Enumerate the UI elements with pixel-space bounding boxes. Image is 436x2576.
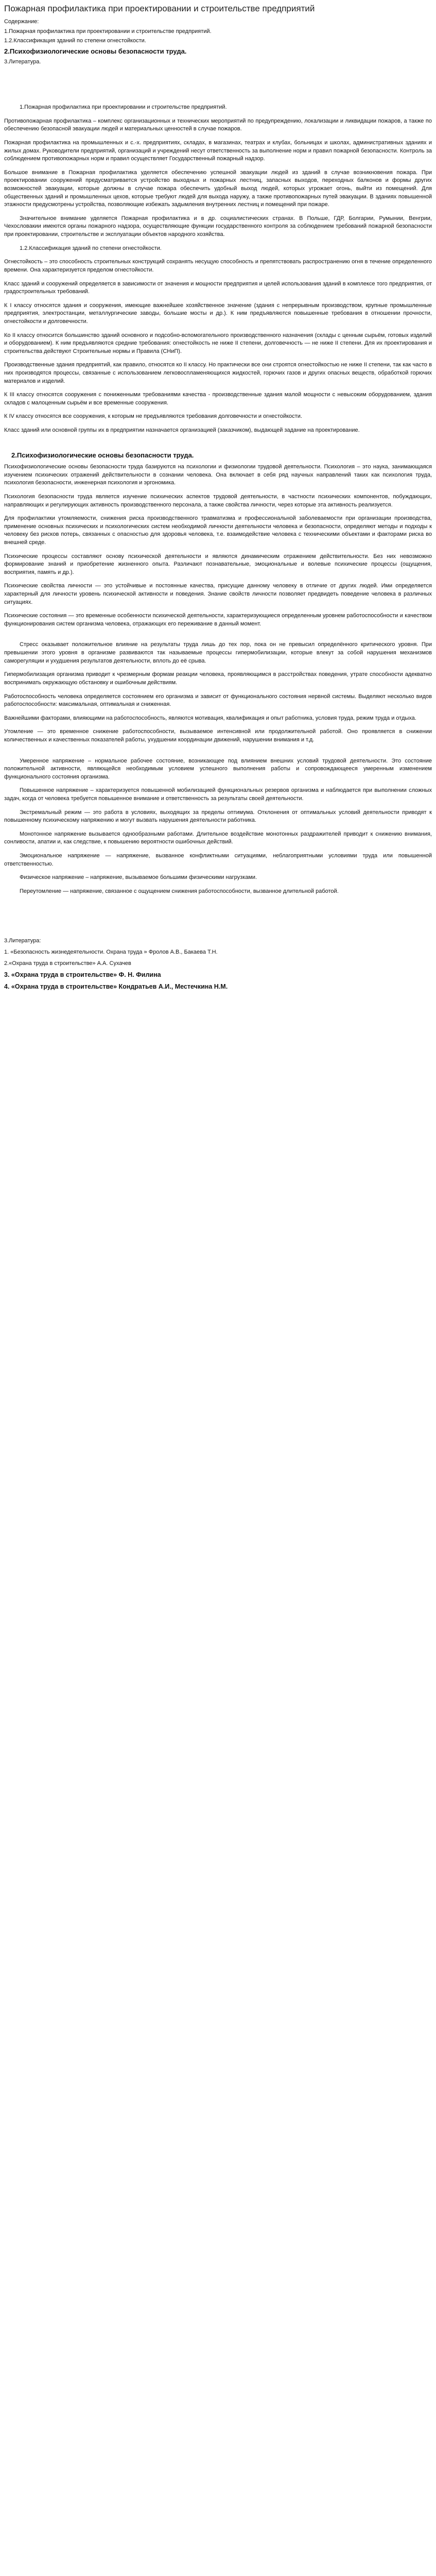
paragraph: Повышенное напряжение – характеризуется повышенной мобилизацией функциональных резервов организма и наблюдается при выполнении сложных задач, когда от человека требуется повышенное внимание и ответственность за результаты своей деятельности. [4, 787, 432, 802]
literature-item: 2.«Охрана труда в строительстве» А.А. Сухачев [4, 960, 131, 967]
toc-item: 1.Пожарная профилактика при проектировании и строительстве предприятий. [4, 28, 212, 35]
section-heading-fire: 1.Пожарная профилактика при проектировании и строительстве предприятий. [20, 104, 227, 111]
paragraph: К III классу относятся сооружения с пониженными требованиями качества - производственные здания малой мощности с невысоким оборудованием, здания складов с малоценным сырьём и все временные сооружения. [4, 392, 432, 406]
spacer [4, 440, 432, 448]
paragraph: Психология безопасности труда является изучение психических аспектов трудовой деятельности, в частности психических компонентов, побуждающих, направляющих и регулирующих активность производственного персонала, а также свойства личности, через которые эта активность реализуется. [4, 493, 432, 508]
paragraph: Класс зданий или основной группы их в предприятии назначается организацией (заказчиком), выдающей задание на проектирование. [4, 427, 360, 434]
paragraph: Экстремальный режим — это работа в условиях, выходящих за пределы оптимума. Отклонения от оптимальных условий деятельности приводят к повышенному психическому напряжению и могут вызвать нарушения деятельности работника. [4, 809, 432, 824]
toc-item: 1.2.Классификация зданий по степени огнестойкости. [4, 38, 146, 44]
document-page [0, 0, 436, 991]
subsection-heading-classification: 1.2.Классификация зданий по степени огнестойкости. [20, 245, 162, 251]
paragraph: Большое внимание в Пожарная профилактика уделяется обеспечению успешной эвакуации людей из зданий в случае возникновения пожара. При проектировании сооружений предусматривается устройство выходных и пожарных лестниц, запасных выходов, переходных балконов и формы других возможностей эвакуации, которые должны в случае пожара обеспечить удобный выход людей, которых угрожает огонь, выйти из помещений. Для общественных зданий и промышленных цехов, которые требуют людей для выхода наружу, а также противопожарных путей эвакуации. В зданиях повышенной этажности предусмотрены устройства, позволяющие избежать задымления внутренних лестниц и помещений при пожаре. [4, 169, 432, 208]
paragraph: Переутомление — напряжение, связанное с ощущением снижения работоспособности, вызванное длительной работой. [20, 888, 339, 894]
section-literature [4, 937, 432, 990]
paragraph: Утомление — это временное снижение работоспособности, вызываемое интенсивной или продолжительной работой. Оно проявляется в снижении количественных и качественных показателей работы, ухудшении координации движений, нарушении внимания и т.д. [4, 728, 432, 743]
paragraph: Значительное внимание уделяется Пожарная профилактика и в др. социалистических странах. В Польше, ГДР, Болгарии, Румынии, Венгрии, Чехословакии имеются органы пожарного надзора, осуществляющие функции государственного контроля за соблюдением требований пожарной безопасности при проектировании, строительстве и эксплуатации объектов народного хозяйства. [4, 215, 432, 238]
paragraph: Важнейшими факторами, влияющими на работоспособность, являются мотивация, квалификация и опыт работника, условия труда, режим труда и отдыха. [4, 715, 416, 721]
paragraph: Огнестойкость – это способность строительных конструкций сохранять несущую способность и препятствовать распространению огня в течение определенного времени. Она характеризуется пределом огнестойкости. [4, 259, 432, 273]
paragraph: Психические свойства личности — это устойчивые и постоянные качества, присущие данному человеку в отличие от других людей. Ими определяется характерный для личности уровень психической активности и поведения. Знание свойств личности позволяет предвидеть поведение человека в различных ситуациях. [4, 583, 432, 605]
section-heading-psychophysiology: 2.Психофизиологические основы безопасности труда. [11, 451, 194, 459]
literature-item: 3. «Охрана труда в строительстве» Ф. Н. Филина [4, 971, 161, 979]
literature-item: 1. «Безопасность жизнедеятельности. Охрана труда » Фролов А.В., Бакаева Т.Н. [4, 949, 218, 956]
paragraph: Физическое напряжение – напряжение, вызываемое большими физическими нагрузками. [20, 874, 257, 881]
section-fire-prevention [4, 104, 432, 435]
spacer [4, 901, 432, 937]
paragraph: Стресс оказывает положительное влияние на результаты труда лишь до тех пор, пока он не превысил определённого критического уровня. При превышении этого уровня в организме развиваются так называемые процессы гипермобилизации, которые влекут за собой нарушения механизмов саморегуляции и ухудшения результатов деятельности, вплоть до её срыва. [4, 641, 432, 664]
paragraph: Класс зданий и сооружений определяется в зависимости от значения и мощности предприятия и целей использования зданий в комплексе того предприятия, от градостроительных требований. [4, 280, 432, 295]
paragraph: Монотонное напряжение вызывается однообразными работами. Длительное воздействие монотонных раздражителей приводит к снижению внимания, сонливости, апатии и, как следствие, к повышению вероятности ошибочных действий. [4, 831, 432, 845]
paragraph: Психические процессы составляют основу психической деятельности и являются динамическим отражением действительности. Без них невозможно формирование знаний и приобретение жизненного опыта. Различают познавательные, эмоциональные и волевые психические процессы (ощущения, восприятия, память и др.). [4, 553, 432, 575]
literature-item: 4. «Охрана труда в строительстве» Кондратьев А.И., Местечкина Н.М. [4, 982, 228, 990]
spacer [4, 750, 432, 757]
paragraph: Психофизиологические основы безопасности труда базируются на психологии и физиологии трудовой деятельности. Психология – это наука, занимающаяся изучением психических отражений действительности в сознании человека. Она включает в себя ряд научных направлений таких как психология труда, психология безопасности, инженерная психология и эргономика. [4, 464, 432, 486]
page-title: Пожарная профилактика при проектировании и строительстве предприятий [4, 4, 315, 13]
paragraph: Умеренное напряжение – нормальное рабочее состояние, возникающее под влиянием внешних условий трудовой деятельности. Это состояние положительной активности, являющейся необходимым условием успешного выполнения работы и сопровождающееся умеренным изменением функционального состояния организма. [4, 757, 432, 780]
paragraph: К IV классу относятся все сооружения, к которым не предъявляются требования долговечности и огнестойкости. [4, 413, 302, 420]
paragraph: Противопожарная профилактика – комплекс организационных и технических мероприятий по предупреждению, локализации и ликвидации пожаров, а также по обеспечению безопасной эвакуации людей и материальных ценностей в случае пожаров. [4, 117, 432, 132]
paragraph: Для профилактики утомляемости, снижения риска производственного травматизма и профессиональной заболеваемости при организации производства, применение основных психических и психологических систем необходимой личности деятельности человека и безопасности, определяют методы и подходы к человеку без рисков потерь, связанных с опасностью для здоровья человека, т.е. взаимодействие человека с техническими объектами и факторами риска во внешней среде. [4, 515, 432, 546]
toc-heading: Содержание: [4, 19, 39, 25]
paragraph: К I классу относятся здания и сооружения, имеющие важнейшее хозяйственное значение (здания с непрерывным производством, крупные промышленные предприятия, электростанции, металлургические заводы, большие мосты и др.). К ним предъявляются повышенные требования в отношении прочности, огнестойкости и долговечности. [4, 302, 432, 325]
literature-heading: 3.Литература: [4, 938, 41, 944]
paragraph: Пожарная профилактика на промышленных и с.-х. предприятиях, складах, в магазинах, театрах и клубах, больницах и школах, административных зданиях и жилых домах. Руководители предприятий, организаций и учреждений несут ответственность за выполнение норм и правил пожарной безопасности. Контроль за соблюдением противопожарных норм и правил осуществляет Государственный пожарный надзор. [4, 139, 432, 162]
spacer [4, 67, 432, 104]
spacer [4, 634, 432, 641]
paragraph: Эмоциональное напряжение — напряжение, вызванное конфликтными ситуациями, неблагоприятными условиями труда или повышенной ответственностью. [4, 853, 432, 867]
toc-item: 2.Психофизиологические основы безопасности труда. [4, 47, 187, 56]
paragraph: Производственные здания предприятий, как правило, относятся ко II классу. Но практически все они строятся огнестойкостью не ниже II степени, так как часто в них производятся процессы, связанные с использованием легковоспламеняющихся жидкостей, горючих газов и других опасных веществ, обработкой горючих материалов и изделий. [4, 362, 432, 384]
toc-item: 3.Литература. [4, 58, 41, 65]
table-of-contents [4, 18, 432, 66]
paragraph: Ко II классу относится большинство зданий основного и подсобно-вспомогательного производственного назначения (склады с ценным сырьём, готовых изделий и оборудованием). К ним предъявляются средние требования: огнестойкость не ниже II степени, долговечность — не ниже II степени. Для их проектирования и строительства действуют Строительные нормы и Правила (СНиП). [4, 332, 432, 354]
section-psychophysiology [4, 451, 432, 896]
paragraph: Психические состояния — это временные особенности психической деятельности, характеризующиеся определенным уровнем работоспособности и качеством функционирования систем организма человека, отражающих его переживание в данный момент. [4, 613, 432, 627]
paragraph: Работоспособность человека определяется состоянием его организма и зависит от функционального состояния нервной системы. Выделяют несколько видов работоспособности: максимальная, оптимальная и сниженная. [4, 693, 432, 708]
paragraph: Гипермобилизация организма приводит к чрезмерным формам реакции человека, проявляющимся в расстройствах поведения, утрате способности адекватно воспринимать окружающую обстановку и ошибочным действиям. [4, 671, 432, 686]
